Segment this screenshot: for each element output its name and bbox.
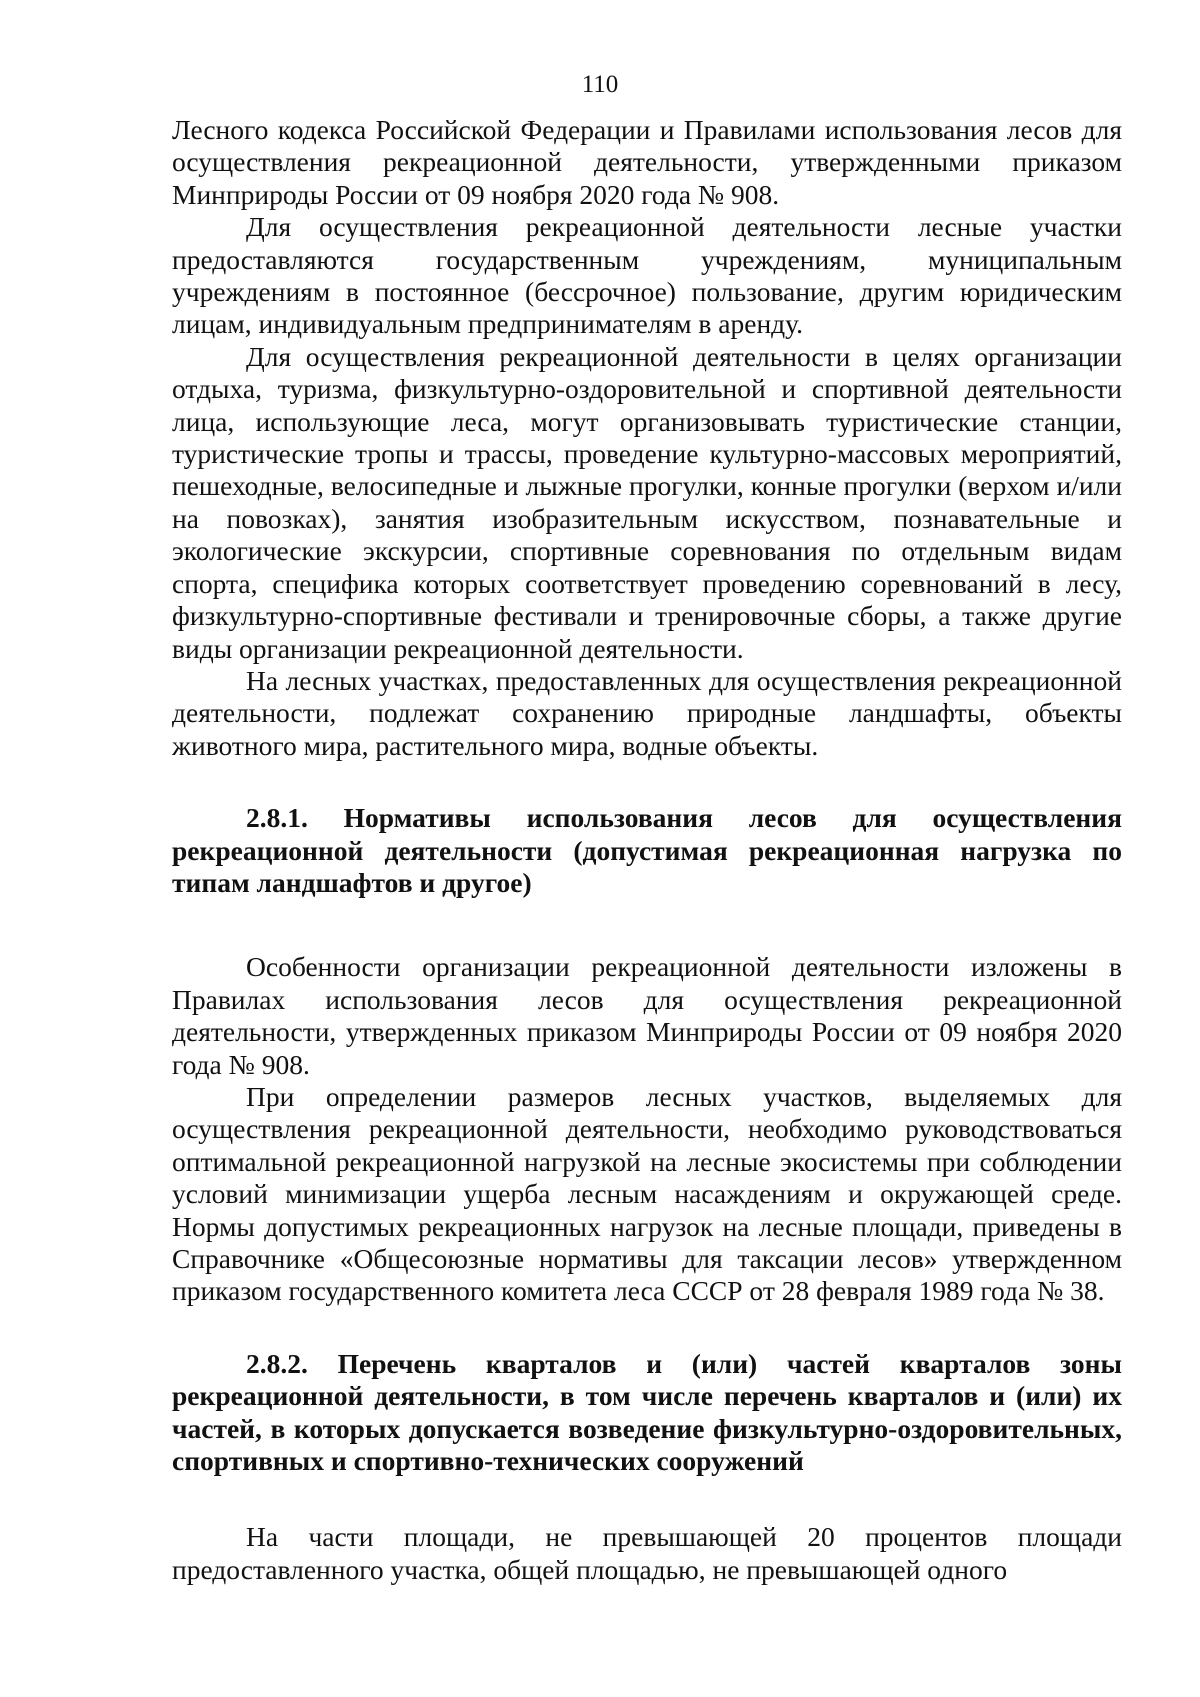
paragraph-recreation-activities: Для осуществления рекреационной деятельности в целях организации отдыха, туризма, физкультурно-оздоровительной и спортивной деятельности лица, использующие леса, могут организовывать туристические станции, туристические тропы и трассы, проведение культурно-массовых мероприятий, пешеходные, велосипедные и лыжные прогулки, конные прогулки (верхом и/или на повозках), занятия изобразительным искусством, познавательные и экологические экскурсии, спортивные соревнования по отдельным видам спорта, специфика которых соответствует проведению соревнований в лесу, физкультурно-спортивные фестивали и тренировочные сборы, а также другие виды организации рекреационной деятельности. [172, 340, 1122, 664]
paragraph-area-limit: На части площади, не превышающей 20 процентов площади предоставленного участка, общей площадью, не превышающей одного [172, 1521, 1122, 1585]
section-heading-2-8-2: 2.8.2. Перечень кварталов и (или) частей кварталов зоны рекреационной деятельности, в том числе перечень кварталов и (или) их частей, в которых допускается возведение физкультурно-оздоровительных, спортивных и спортивно-технических сооружений [172, 1347, 1122, 1477]
document-body [172, 114, 1122, 1586]
paragraph-preservation: На лесных участках, предоставленных для осуществления рекреационной деятельности, подлежат сохранению природные ландшафты, объекты животного мира, растительного мира, водные объекты. [172, 664, 1122, 761]
paragraph-recreational-load: При определении размеров лесных участков, выделяемых для осуществления рекреационной деятельности, необходимо руководствоваться оптимальной рекреационной нагрузкой на лесные экосистемы при соблюдении условий минимизации ущерба лесным насаждениям и окружающей среде. Нормы допустимых рекреационных нагрузок на лесные площади, приведены в Справочнике «Общесоюзные нормативы для таксации лесов» утвержденном приказом государственного комитета леса СССР от 28 февраля 1989 года № 38. [172, 1080, 1122, 1307]
section-heading-2-8-1: 2.8.1. Нормативы использования лесов для осуществления рекреационной деятельности (допустимая рекреационная нагрузка по типам ландшафтов и другое) [172, 802, 1122, 898]
page-number: 110 [581, 71, 619, 98]
paragraph-land-provision: Для осуществления рекреационной деятельности лесные участки предоставляются государственным учреждениям, муниципальным учреждениям в постоянное (бессрочное) пользование, другим юридическим лицам, индивидуальным предпринимателям в аренду. [172, 211, 1122, 340]
paragraph-organization-rules: Особенности организации рекреационной деятельности изложены в Правилах использования лесов для осуществления рекреационной деятельности, утвержденных приказом Минприроды России от 09 ноября 2020 года № 908. [172, 951, 1122, 1080]
paragraph-continuation: Лесного кодекса Российской Федерации и Правилами использования лесов для осуществления рекреационной деятельности, утвержденными приказом Минприроды России от 09 ноября 2020 года № 908. [172, 114, 1122, 210]
